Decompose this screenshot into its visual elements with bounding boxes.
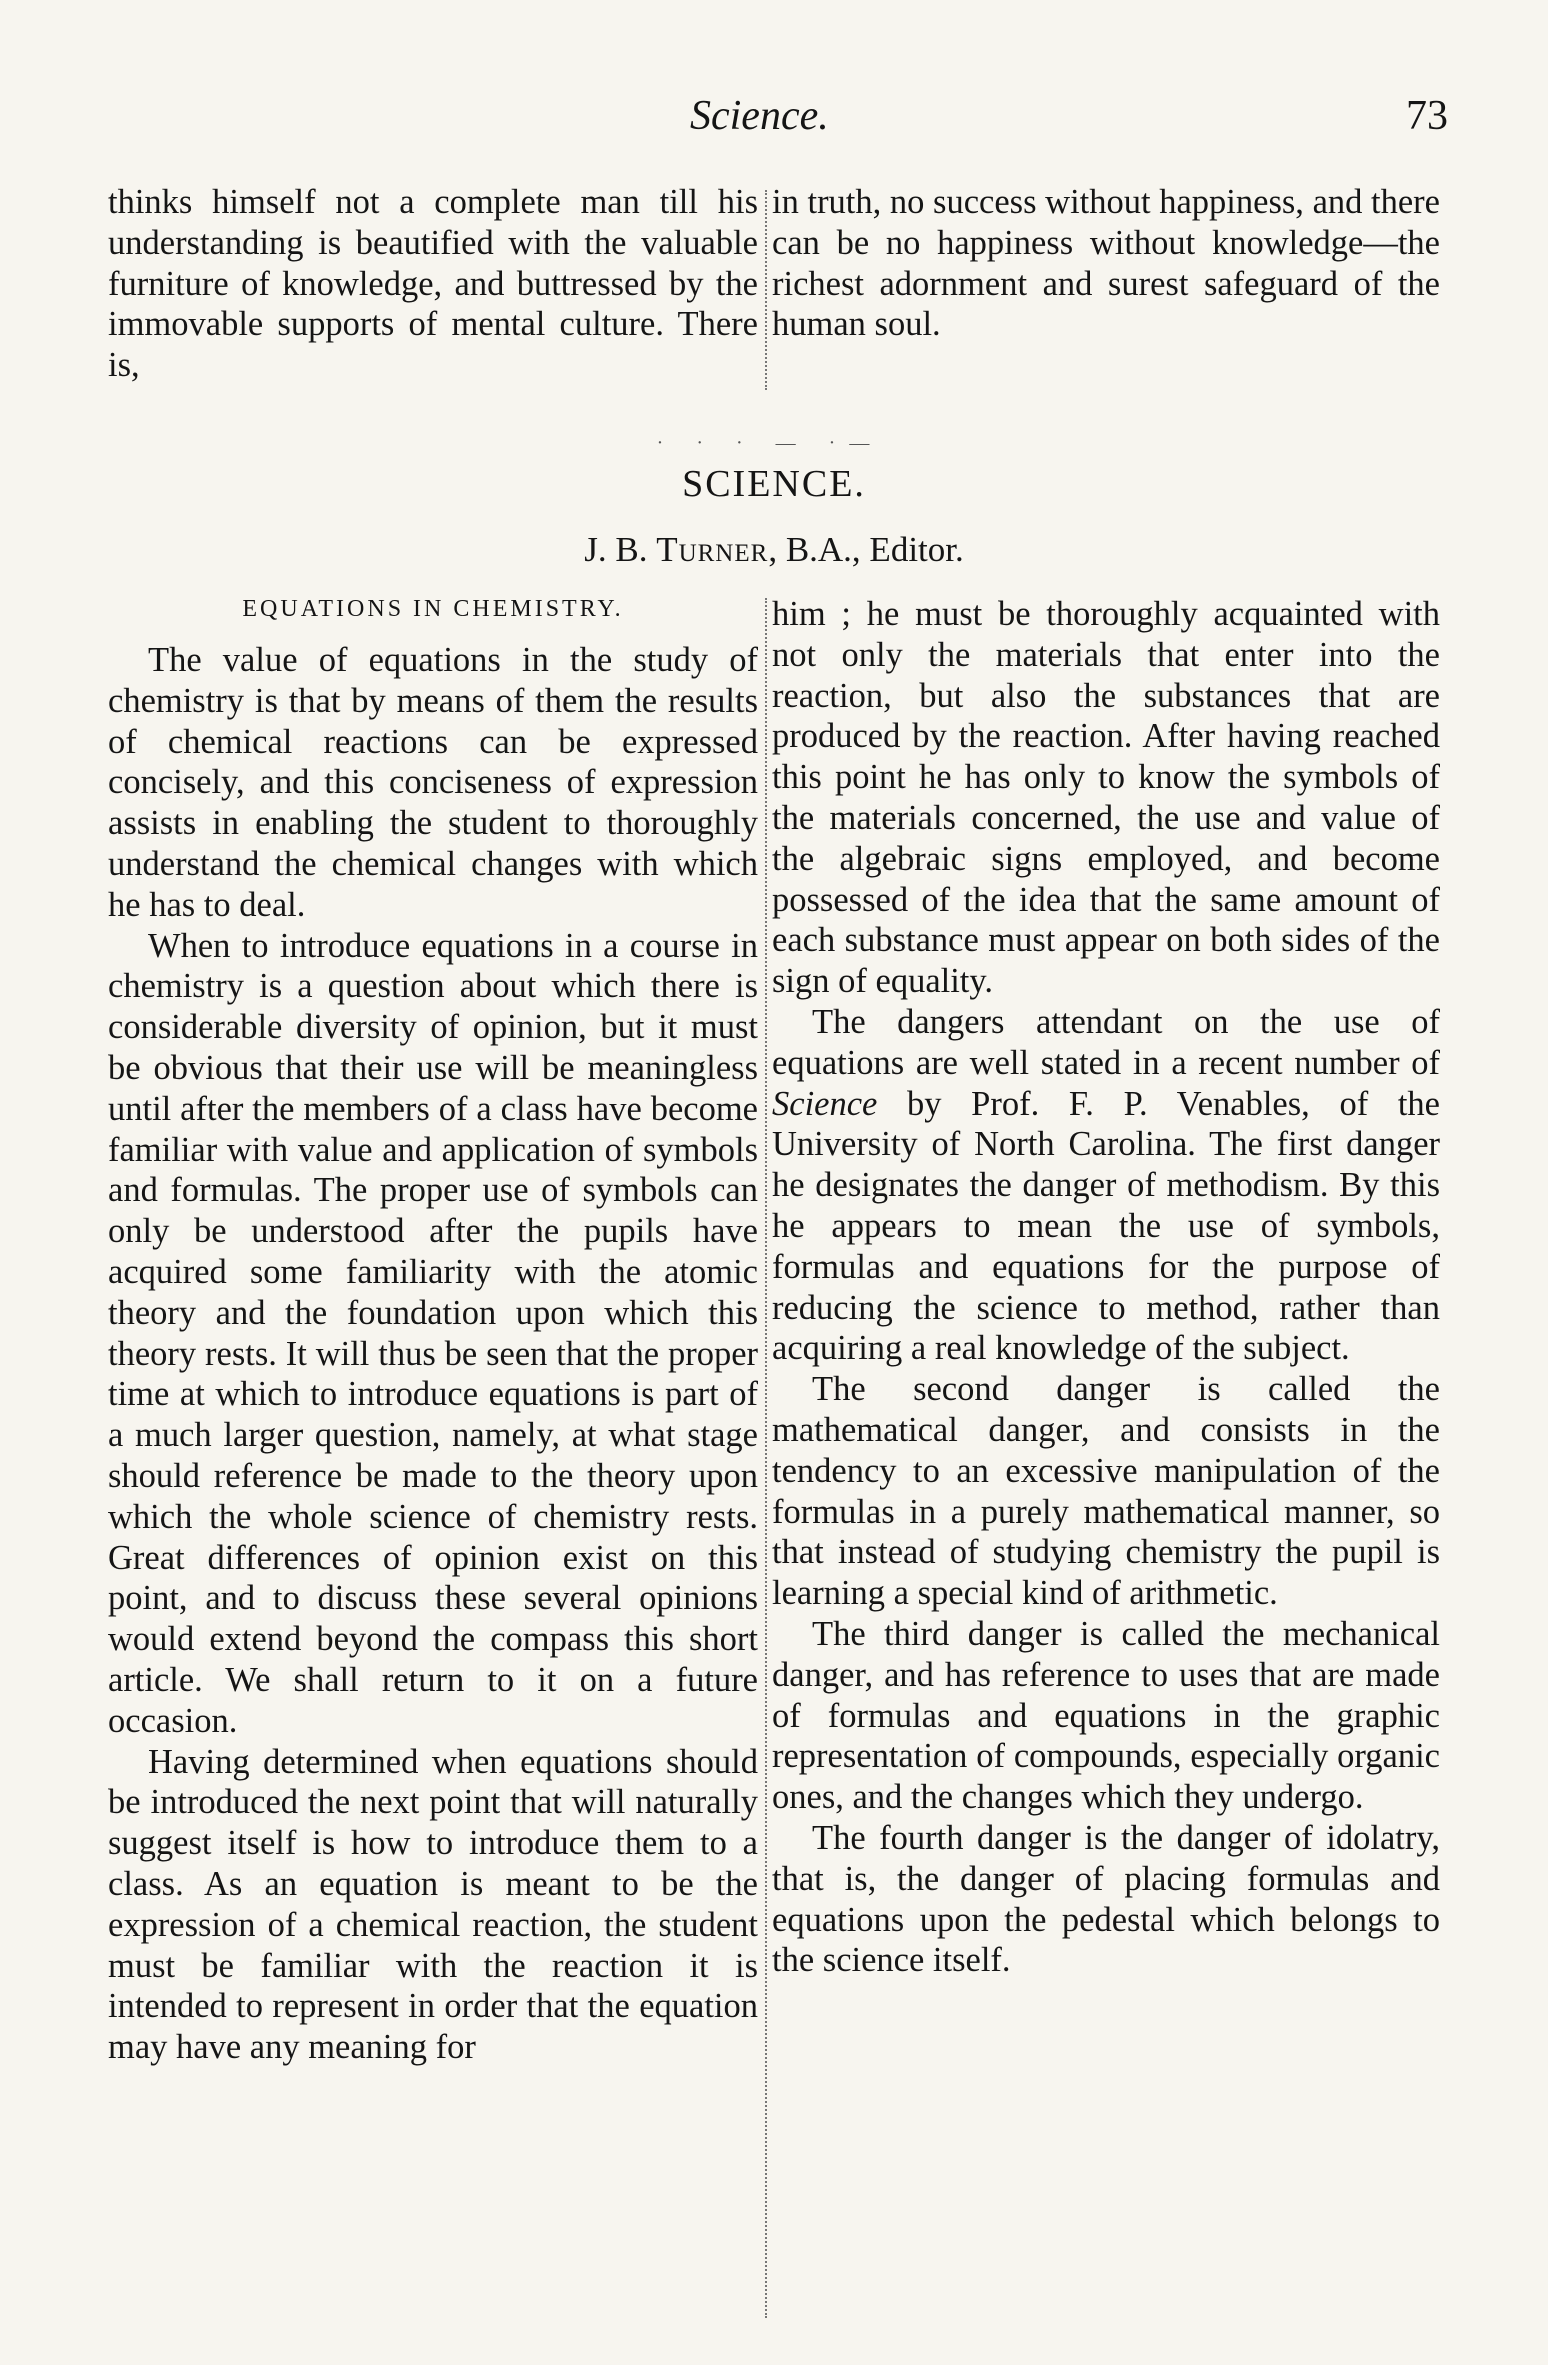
article-right-column bbox=[772, 594, 1440, 1981]
section-title: SCIENCE. bbox=[682, 463, 866, 505]
article-paragraph: him ; he must be thoroughly acquainted with not only the materials that enter into the reaction, but also the substances that are produced by the reaction. After having reached this point he has only to know the symbols of the materials concerned, the use and value of the algebraic signs employed, and become possessed of the idea that the same amount of each substance must appear on both sides of the sign of equality. bbox=[772, 595, 1440, 1001]
editor-suffix: , B.A., Editor. bbox=[768, 530, 964, 569]
article-paragraph: Having determined when equations should be introduced the next point that will naturally suggest itself is how to introduce them to a class. As an equation is meant to be the expression of a chemical reaction, the student must be familiar with the reaction it is intended to represent in order that the equation may have any meaning for bbox=[108, 1742, 758, 2067]
running-head bbox=[0, 92, 1548, 152]
article-left-column bbox=[108, 640, 758, 2068]
column-rule-top bbox=[765, 190, 767, 390]
paragraph-text: by Prof. F. P. Venables, of the University of North Carolina. The first danger he designates the danger of methodism. By this he appears to mean the use of symbols, formulas and equations for the purpose of reducing the science to method, rather than acquiring a real knowledge of the subject. bbox=[772, 1084, 1440, 1368]
article-heading: EQUATIONS IN CHEMISTRY. bbox=[242, 596, 624, 622]
top-right-column bbox=[772, 182, 1440, 345]
top-left-column bbox=[108, 182, 758, 386]
article-paragraph: When to introduce equations in a course in chemistry is a question about which there is considerable diversity of opinion, but it must be obvious that their use will be meaningless until after the members of a class have become familiar with value and application of symbols and formulas. The proper use of symbols can only be understood after the pupils have acquired some familiarity with the atomic theory and the foundation upon which this theory rests. It will thus be seen that the proper time at which to introduce equations is part of a much larger question, namely, at what stage should reference be made to the theory upon which the whole science of chemistry rests. Great differences of opinion exist on this point, and to discuss these several opinions would extend beyond the compass this short article. We shall return to it on a future occasion. bbox=[108, 926, 758, 1740]
section-separator: · · · — ·— bbox=[656, 432, 884, 454]
article-paragraph bbox=[772, 1002, 1440, 1369]
editor-line bbox=[0, 530, 1548, 570]
page-number: 73 bbox=[1406, 93, 1448, 139]
article-paragraph: The fourth danger is the danger of idolatry, that is, the danger of placing formulas and equations upon the pedestal which belongs to the science itself. bbox=[772, 1818, 1440, 1980]
article-paragraph: The third danger is called the mechanical danger, and has reference to uses that are made of formulas and equations in the graphic representation of compounds, especially organic ones, and the changes which they undergo. bbox=[772, 1614, 1440, 1817]
article-paragraph: The value of equations in the study of chemistry is that by means of them the results of chemical reactions can be expressed concisely, and this conciseness of expression assists in enabling the student to thoroughly understand the chemical changes with which he has to deal. bbox=[108, 641, 758, 924]
column-rule-main bbox=[765, 598, 767, 2318]
journal-title: Science bbox=[772, 1084, 878, 1123]
article-paragraph: The second danger is called the mathematical danger, and consists in the tendency to an excessive manipulation of the formulas in a purely mathematical manner, so that instead of studying chemistry the pupil is learning a special kind of arithmetic. bbox=[772, 1370, 1440, 1613]
paragraph-text: The dangers attendant on the use of equations are well stated in a recent number of bbox=[772, 1002, 1440, 1082]
top-left-paragraph: thinks himself not a complete man till his understanding is beautified with the valuable furniture of knowledge, and buttressed by the immovable supports of mental culture. There is, bbox=[108, 183, 758, 385]
top-right-paragraph: in truth, no success without happiness, and there can be no happiness without knowledge—the richest adornment and surest safeguard of the human soul. bbox=[772, 183, 1440, 344]
running-head-title: Science. bbox=[690, 93, 829, 139]
editor-initials: J. B. bbox=[584, 530, 648, 569]
editor-surname: Turner bbox=[656, 530, 769, 569]
